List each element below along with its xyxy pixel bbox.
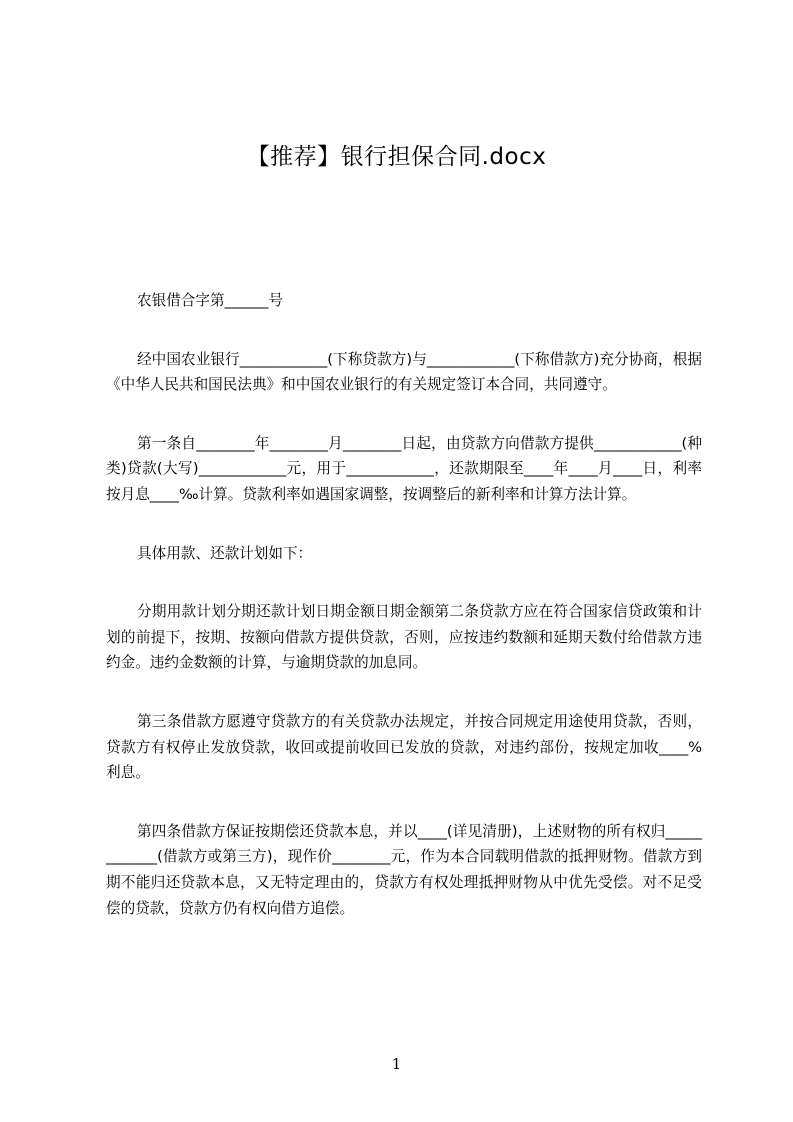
article-1-paragraph: 第一条自________年________月________日起，由贷款方向借款方提供____________(种类)贷款(大写)____________元，用于____________，还款期限至____年____月____日，利率按月息____‰计算。贷款利率如遇国家调整，按调整后的新利率和计算方法计算。 bbox=[106, 434, 702, 503]
document-body bbox=[106, 288, 702, 954]
article-2-paragraph: 分期用款计划分期还款计划日期金额日期金额第二条贷款方应在符合国家信贷政策和计划的前提下，按期、按额向借款方提供贷款，否则，应按违约数额和延期天数付给借款方违约金。违约金数额的计算，与逾期贷款的加息同。 bbox=[106, 603, 702, 672]
document-title: 【推荐】银行担保合同.docx bbox=[246, 144, 547, 170]
page-number: 1 bbox=[391, 1055, 402, 1073]
article-4-paragraph: 第四条借款方保证按期偿还贷款本息，并以____(详见清册)，上述财物的所有权归____________(借款方或第三方)，现作价________元，作为本合同载明借款的抵押财物。借款方到期不能归还贷款本息，又无特定理由的，贷款方有权处理抵押财物从中优先受偿。对不足受偿的贷款，贷款方仍有权向借方追偿。 bbox=[106, 822, 702, 917]
repayment-plan-heading: 具体用款、还款计划如下： bbox=[137, 544, 313, 562]
preamble-paragraph: 经中国农业银行____________(下称贷款方)与____________(下称借款方)充分协商，根据《中华人民共和国民法典》和中国农业银行的有关规定签订本合同，共同遵守。 bbox=[106, 350, 702, 394]
contract-number-line: 农银借合字第______号 bbox=[137, 292, 283, 309]
article-3-paragraph: 第三条借款方愿遵守贷款方的有关贷款办法规定，并按合同规定用途使用贷款，否则，贷款方有权停止发放贷款，收回或提前收回已发放的贷款，对违约部份，按规定加收____%利息。 bbox=[106, 712, 702, 782]
